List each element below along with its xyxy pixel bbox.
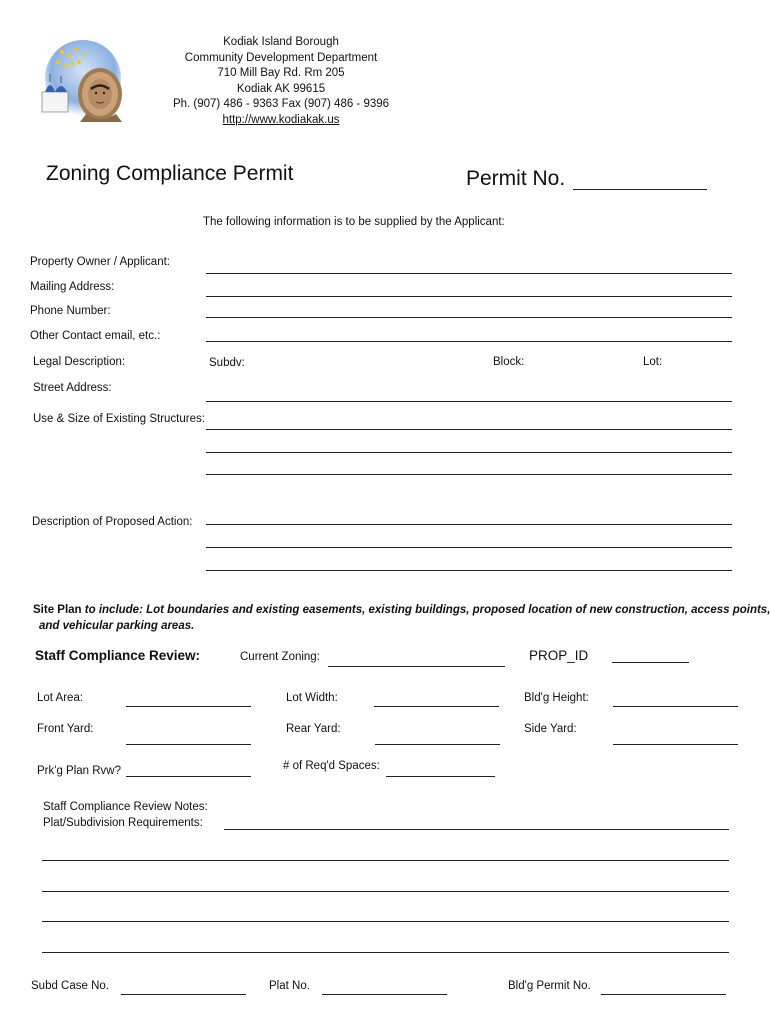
website-link[interactable]: http://www.kodiakak.us [222, 113, 340, 126]
structures-field-line-2[interactable] [206, 452, 732, 453]
subdv-label: Subdv: [209, 357, 245, 369]
notes-line-4[interactable] [42, 952, 729, 953]
phone-label: Phone Number: [30, 305, 111, 317]
phone-field[interactable] [206, 317, 732, 318]
prop-id-field[interactable] [612, 662, 689, 663]
parking-review-label: Prk'g Plan Rvw? [37, 765, 122, 777]
borough-logo [36, 38, 130, 122]
current-zoning-label: Current Zoning: [240, 651, 320, 663]
proposed-action-label: Description of Proposed Action: [32, 516, 193, 528]
plat-requirements-field[interactable] [224, 829, 729, 830]
permit-no-label: Permit No. [466, 167, 566, 190]
site-plan-note [33, 604, 770, 616]
bldg-permit-field[interactable] [601, 994, 726, 995]
side-yard-field[interactable] [613, 744, 738, 745]
notes-line-1[interactable] [42, 860, 729, 861]
staff-review-heading: Staff Compliance Review: [35, 648, 201, 663]
permit-no-field[interactable] [573, 189, 707, 190]
lot-label: Lot: [643, 356, 663, 368]
bldg-height-label: Bld'g Height: [524, 692, 589, 704]
site-plan-text-2: and vehicular parking areas. [39, 620, 195, 632]
current-zoning-field[interactable] [328, 666, 505, 667]
review-notes-label: Staff Compliance Review Notes: [43, 801, 208, 813]
form-title: Zoning Compliance Permit [46, 162, 294, 185]
proposed-action-line-2[interactable] [206, 547, 732, 548]
street-address-label: Street Address: [33, 382, 112, 394]
department-name: Community Development Department [184, 51, 378, 64]
org-name: Kodiak Island Borough [223, 36, 339, 48]
lot-width-field[interactable] [374, 706, 499, 707]
notes-line-2[interactable] [42, 891, 729, 892]
subd-case-field[interactable] [121, 994, 246, 995]
contact-label: Other Contact email, etc.: [30, 330, 161, 342]
street-address-field[interactable] [206, 401, 732, 402]
bldg-permit-label: Bld'g Permit No. [508, 980, 591, 992]
structures-label: Use & Size of Existing Structures: [33, 413, 205, 425]
front-yard-field[interactable] [126, 744, 251, 745]
bldg-height-field[interactable] [613, 706, 738, 707]
proposed-action-line-1[interactable] [206, 524, 732, 525]
subd-case-label: Subd Case No. [31, 980, 109, 992]
legal-description-label: Legal Description: [33, 356, 126, 368]
plat-no-field[interactable] [322, 994, 447, 995]
side-yard-label: Side Yard: [524, 723, 577, 735]
block-label: Block: [493, 356, 525, 368]
structures-field-line-1[interactable] [206, 429, 732, 430]
mailing-field[interactable] [206, 296, 732, 297]
site-plan-text-1: to include: Lot boundaries and existing easements, existing buildings, proposed location of new construction, access points, [81, 604, 770, 616]
rear-yard-label: Rear Yard: [286, 723, 341, 735]
mailing-label: Mailing Address: [30, 281, 115, 293]
req-spaces-field[interactable] [386, 776, 495, 777]
lot-area-label: Lot Area: [37, 692, 84, 704]
office-address: 710 Mill Bay Rd. Rm 205 [217, 67, 345, 80]
owner-label: Property Owner / Applicant: [30, 256, 170, 268]
structures-field-line-3[interactable] [206, 474, 732, 475]
req-spaces-label: # of Req'd Spaces: [283, 760, 380, 772]
owner-field[interactable] [206, 273, 732, 274]
contact-field[interactable] [206, 341, 732, 342]
notes-line-3[interactable] [42, 921, 729, 922]
office-city: Kodiak AK 99615 [236, 82, 326, 95]
front-yard-label: Front Yard: [37, 723, 94, 735]
lot-area-field[interactable] [126, 706, 251, 707]
rear-yard-field[interactable] [375, 744, 500, 745]
proposed-action-line-3[interactable] [206, 570, 732, 571]
lot-width-label: Lot Width: [286, 692, 338, 704]
prop-id-label: PROP_ID [529, 648, 589, 663]
plat-requirements-label: Plat/Subdivision Requirements: [43, 817, 203, 829]
phone-fax: Ph. (907) 486 - 9363 Fax (907) 486 - 9396 [172, 98, 390, 111]
applicant-instruction: The following information is to be supplied by the Applicant: [203, 216, 505, 228]
parking-review-field[interactable] [126, 776, 251, 777]
site-plan-lead: Site Plan [33, 604, 82, 616]
plat-no-label: Plat No. [269, 980, 310, 992]
org-header [150, 35, 412, 129]
